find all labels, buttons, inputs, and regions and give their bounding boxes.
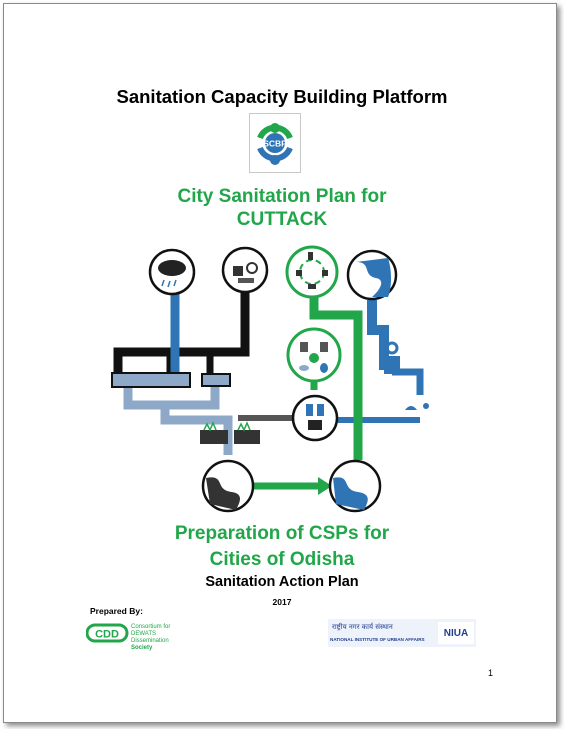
niua-hindi: राष्ट्रीय नगर कार्य संस्थान — [332, 623, 393, 631]
cdd-line1: Consortium for — [131, 624, 171, 630]
people-icon — [293, 396, 337, 440]
blue-pipe-tap — [392, 372, 420, 395]
house-appliances-icon — [223, 248, 267, 292]
niua-english: NATIONAL INSTITUTE OF URBAN AFFAIRS — [330, 637, 425, 642]
plan-title-line2: CUTTACK — [236, 209, 328, 230]
treatment-cycle-icon — [287, 247, 337, 297]
cdd-line2: DEWATS — [131, 631, 156, 637]
cdd-abbr: CDD — [95, 628, 119, 641]
soil-box-left — [200, 430, 228, 444]
rain-icon — [150, 250, 194, 294]
prep-line1: Preparation of CSPs for — [174, 523, 390, 544]
platform-title: Sanitation Capacity Building Platform — [116, 86, 448, 107]
cdd-logo-graphic — [86, 621, 190, 653]
recycling-icon — [288, 329, 340, 381]
river-icon-bottom-right — [330, 461, 380, 511]
black-pipe-right — [118, 290, 245, 380]
cdd-line4: Society — [131, 645, 153, 651]
prepared-by-label: Prepared By: — [90, 606, 143, 616]
tap-icon — [384, 343, 400, 374]
river-icon-top — [348, 251, 396, 299]
soil-box-right — [234, 430, 260, 444]
subtitle: Sanitation Action Plan — [205, 574, 359, 590]
niua-abbr: NIUA — [443, 628, 469, 639]
niua-logo-graphic — [328, 619, 476, 647]
cdd-line3: Dissemination — [131, 638, 169, 644]
blue-pipe-river — [372, 300, 396, 365]
drain-tank-left — [112, 373, 190, 387]
cdd-logo — [86, 621, 190, 653]
diagram-pipes — [118, 290, 420, 495]
page-number: 1 — [488, 668, 494, 678]
river-icon-bottom-left — [203, 461, 253, 511]
niua-logo — [328, 619, 476, 647]
prep-line2: Cities of Odisha — [209, 549, 355, 570]
shower-icon — [405, 403, 429, 410]
scbp-logo-text: SCBP — [263, 138, 287, 149]
plan-title-line1: City Sanitation Plan for — [177, 186, 387, 207]
drain-tank-right — [202, 374, 230, 386]
year: 2017 — [272, 597, 292, 607]
